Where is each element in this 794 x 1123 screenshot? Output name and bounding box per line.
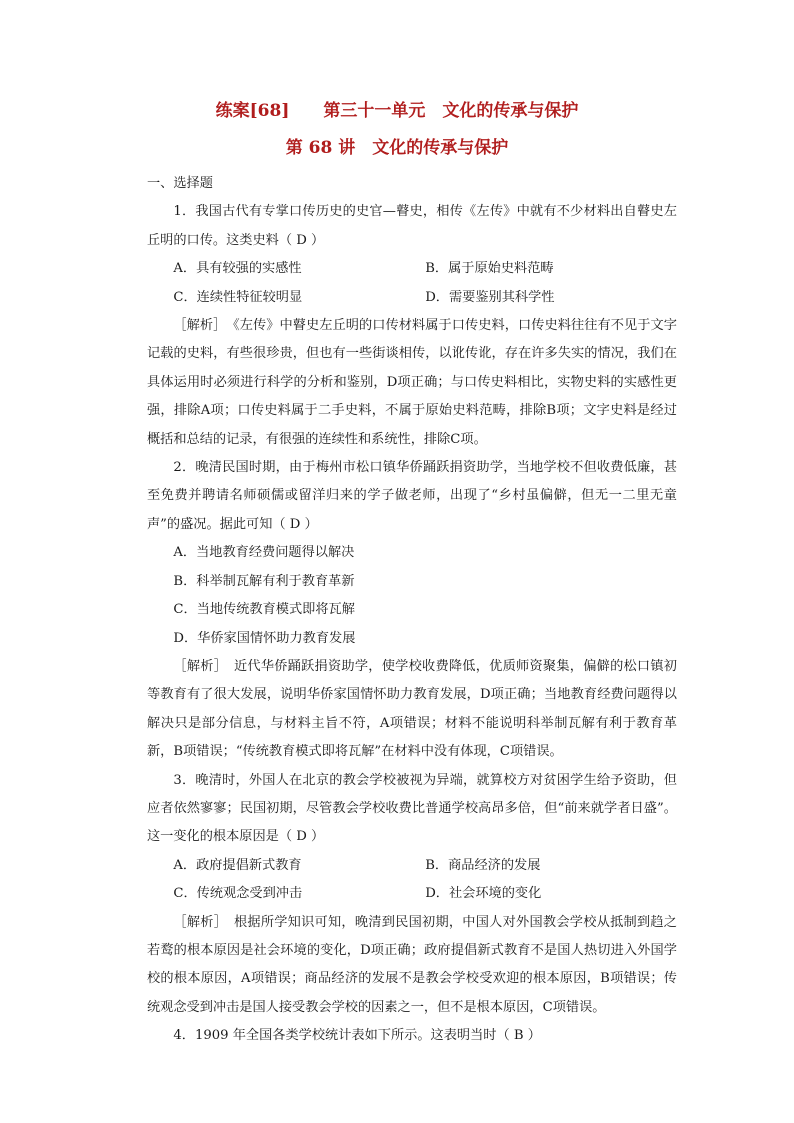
option-a: A．当地教育经费问题得以解决 (173, 545, 355, 561)
question-3 (147, 767, 677, 1023)
answer-options (147, 852, 677, 909)
option-d: D．华侨家国情怀助力教育发展 (173, 630, 356, 646)
option-b: B．属于原始史料范畴 (425, 261, 554, 277)
question-stem: 4．1909 年全国各类学校统计表如下所示。这表明当时（ B ） (173, 1028, 541, 1044)
page-title: 练案[68] 第三十一单元 文化的传承与保护 (215, 101, 579, 121)
question-stem: 3．晚清时，外国人在北京的教会学校被视为异端，就算校方对贫困学生给予资助，但应者依然寥寥；民国初期，尽管教会学校收费比普通学校高昂多倍，但“前来就学者日盛”。这一变化的根本原因是（ D ） (147, 772, 677, 845)
answer-options (147, 255, 677, 312)
question-4 (147, 1022, 677, 1050)
analysis-text: ［解析］ 根据所学知识可知，晚清到民国初期，中国人对外国教会学校从抵制到趋之若鹜的根本原因是社会环境的变化，D项正确；政府提倡新式教育不是国人热切进入外国学校的根本原因，A项错误；商品经济的发展不是教会学校受欢迎的根本原因，B项错误；传统观念受到冲击是国人接受教会学校的因素之一，但不是根本原因，C项错误。 (147, 914, 677, 1015)
option-a: A．具有较强的实感性 (173, 261, 302, 277)
option-c: C．传统观念受到冲击 (173, 886, 303, 902)
question-1 (147, 198, 677, 454)
option-d: D．需要鉴别其科学性 (425, 289, 555, 305)
analysis-text: ［解析］ 《左传》中瞽史左丘明的口传材料属于口传史料，口传史料往往有不见于文字记载的史料，有些很珍贵，但也有一些街谈相传，以讹传讹，存在许多失实的情况，我们在具体运用时必须进行科学的分析和鉴别，D项正确；与口传史料相比，实物史料的实感性更强，排除A项；口传史料属于二手史料，不属于原始史料范畴，排除B项；文字史料是经过概括和总结的记录，有很强的连续性和系统性，排除C项。 (147, 318, 677, 447)
option-b: B．商品经济的发展 (425, 857, 541, 873)
option-a: A．政府提倡新式教育 (173, 857, 302, 873)
option-c: C．连续性特征较明显 (173, 289, 303, 305)
document-body (147, 170, 677, 1051)
question-stem: 2．晚清民国时期，由于梅州市松口镇华侨踊跃捐资助学，当地学校不但收费低廉，甚至免费并聘请名师硕儒或留洋归来的学子做老师，出现了“乡村虽偏僻，但无一二里无童声”的盛况。据此可知（ D ） (147, 460, 677, 532)
answer-options (147, 539, 677, 653)
lecture-title: 第 68 讲 文化的传承与保护 (285, 138, 509, 158)
analysis-text: ［解析］ 近代华侨踊跃捐资助学，使学校收费降低，优质师资聚集，偏僻的松口镇初等教育有了很大发展，说明华侨家国情怀助力教育发展，D项正确；当地教育经费问题得以解决只是部分信息，与材料主旨不符，A项错误；材料不能说明科举制瓦解有利于教育革新，B项错误；“传统教育模式即将瓦解”在材料中没有体现，C项错误。 (147, 658, 677, 760)
option-b: B．科举制瓦解有利于教育革新 (173, 573, 355, 589)
question-stem: 1．我国古代有专掌口传历史的史官—瞽史，相传《左传》中就有不少材料出自瞽史左丘明的口传。这类史料（ D ） (147, 204, 677, 248)
option-d: D．社会环境的变化 (425, 886, 542, 902)
option-c: C．当地传统教育模式即将瓦解 (173, 602, 355, 618)
section-heading: 一、选择题 (147, 176, 213, 191)
question-2 (147, 454, 677, 766)
